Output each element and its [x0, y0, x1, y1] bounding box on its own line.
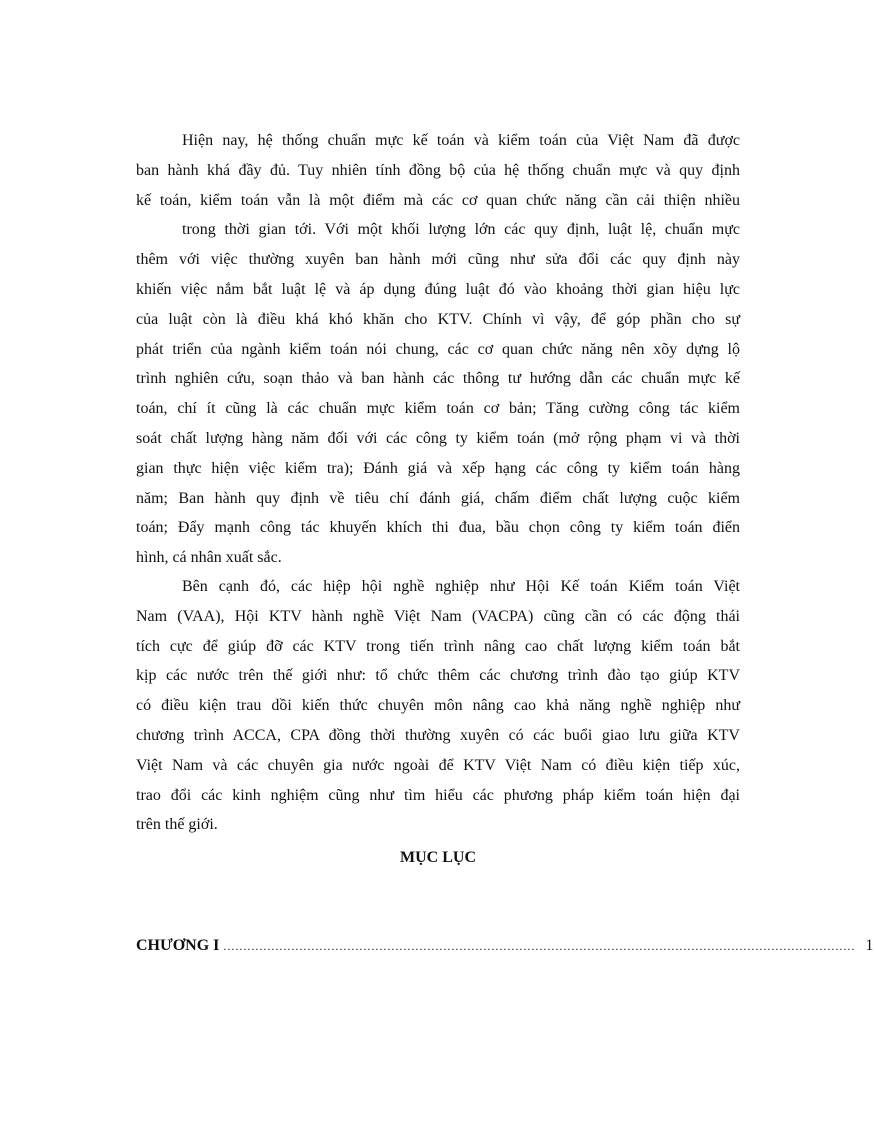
paragraph-line: trong thời gian tới. Với một khối lượng lớn các quy định, luật lệ, chuẩn mực: [182, 221, 740, 239]
paragraph-line: Hiện nay, hệ thống chuẩn mực kế toán và kiểm toán của Việt Nam đã được: [182, 132, 740, 149]
paragraph-line: gian thực hiện việc kiểm tra); Đánh giá và xếp hạng các công ty kiểm toán hàng: [136, 459, 740, 477]
paragraph-line: toán; Đẩy mạnh công tác khuyến khích thi đua, bầu chọn công ty kiểm toán điển: [136, 519, 740, 537]
toc-entry-label: CHƯƠNG I: [136, 937, 220, 954]
paragraph-line: trình nghiên cứu, soạn thảo và ban hành các thông tư hướng dẫn các chuẩn mực kế: [136, 370, 740, 388]
paragraph-line: Bên cạnh đó, các hiệp hội nghề nghiệp như Hội Kế toán Kiểm toán Việt: [182, 578, 740, 595]
paragraph-1: [136, 126, 740, 573]
paragraph-line: khiến việc nắm bắt luật lệ và áp dụng đúng luật đó vào khoảng thời gian hiệu lực: [136, 280, 740, 298]
paragraph-line: của luật còn là điều khá khó khăn cho KTV. Chính vì vậy, để góp phần cho sự: [136, 310, 740, 328]
toc-entry-page: 1: [865, 937, 874, 954]
paragraph-line: kế toán, kiểm toán vẫn là một điểm mà các cơ quan chức năng cần cải thiện nhiều: [136, 191, 740, 209]
paragraph-line: trên thế giới.: [136, 816, 218, 834]
paragraph-line: ban hành khá đầy đủ. Tuy nhiên tính đồng bộ của hệ thống chuẩn mực và quy định: [136, 161, 740, 179]
paragraph-line: toán, chí ít cũng là các chuẩn mực kiểm toán cơ bản; Tăng cường công tác kiểm: [136, 400, 740, 418]
paragraph-line: trao đổi các kinh nghiệm cũng như tìm hiểu các phương pháp kiểm toán hiện đại: [136, 786, 740, 804]
paragraph-line: phát triển của ngành kiểm toán nói chung, các cơ quan chức năng nên xõy dựng lộ: [136, 340, 740, 358]
paragraph-line: Việt Nam và các chuyên gia nước ngoài để KTV Việt Nam có điều kiện tiếp xúc,: [136, 756, 740, 774]
toc-leader-dots: ..............................................................................................................................................................: [223, 939, 856, 953]
paragraph-line: thêm với việc thường xuyên ban hành mới cũng như sửa đổi các quy định này: [136, 251, 740, 269]
paragraph-line: có điều kiện trau dồi kiến thức chuyên môn nâng cao khả năng nghề nghiệp như: [136, 697, 740, 715]
paragraph-line: soát chất lượng hàng năm đối với các công ty kiểm toán (mở rộng phạm vi và thời: [136, 429, 740, 447]
paragraph-2: [136, 572, 740, 840]
paragraph-line: chương trình ACCA, CPA đồng thời thường xuyên có các buổi giao lưu giữa KTV: [136, 726, 740, 744]
paragraph-line: năm; Ban hành quy định về tiêu chí đánh giá, chấm điểm chất lượng cuộc kiểm: [136, 489, 740, 507]
toc-entry[interactable]: [136, 937, 874, 955]
paragraph-line: Nam (VAA), Hội KTV hành nghề Việt Nam (VACPA) cũng cần có các động thái: [136, 607, 740, 625]
toc-title: MỤC LỤC: [400, 849, 476, 866]
paragraph-line: tích cực để giúp đỡ các KTV trong tiến trình nâng cao chất lượng kiểm toán bắt: [136, 637, 740, 655]
paragraph-line: hình, cá nhân xuất sắc.: [136, 549, 282, 567]
paragraph-line: kịp các nước trên thế giới như: tổ chức thêm các chương trình đào tạo giúp KTV: [136, 667, 740, 685]
